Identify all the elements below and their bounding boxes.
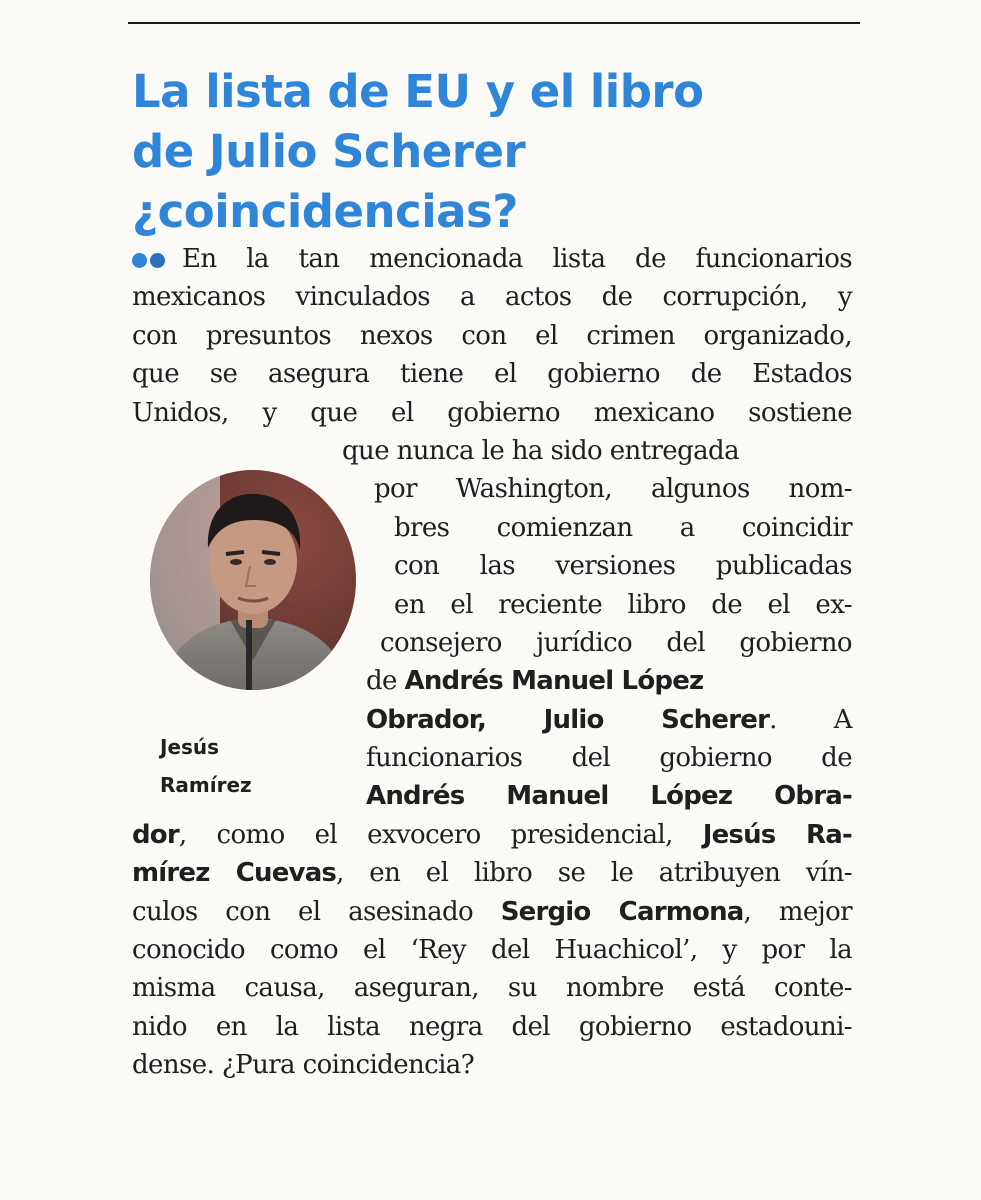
bullet-dots-icon — [132, 241, 168, 279]
body-line — [132, 854, 852, 892]
body-line — [132, 317, 852, 355]
body-line — [132, 394, 852, 432]
text-run: nido en la lista negra del gobierno estadouni- — [132, 1011, 852, 1042]
body-line — [366, 739, 852, 777]
body-line — [380, 624, 852, 662]
text-run: dense. ¿Pura coincidencia? — [132, 1050, 475, 1081]
text-run: . A — [769, 704, 852, 735]
text-run: , como el exvocero presidencial, — [178, 819, 703, 850]
bold-name: Sergio Carmona — [500, 896, 744, 927]
body-line — [132, 816, 852, 854]
text-run: conocido como el ‘Rey del Huachicol’, y por la — [132, 935, 852, 966]
text-run: , en el libro se le atribuyen vín- — [336, 858, 852, 889]
headline-line: ¿coincidencias? — [132, 185, 518, 238]
text-run: culos con el asesinado — [132, 896, 501, 927]
body-line — [132, 893, 852, 931]
bold-name: mírez Cuevas — [132, 858, 337, 889]
bold-name: Andrés Manuel López — [404, 666, 704, 697]
body-line — [394, 547, 852, 585]
body-line — [366, 662, 852, 700]
text-run: con presuntos nexos con el crimen organizado, — [132, 320, 852, 351]
body-line — [132, 931, 852, 969]
body-line — [132, 969, 852, 1007]
caption-line: Ramírez — [160, 773, 252, 797]
text-run: consejero jurídico del gobierno — [380, 627, 852, 658]
text-run: que nunca le ha sido entregada — [342, 435, 739, 466]
headline-line: La lista de EU y el libro — [132, 65, 704, 118]
body-line — [374, 470, 852, 508]
text-run: mexicanos vinculados a actos de corrupción, y — [132, 282, 852, 313]
text-run: de — [366, 666, 405, 697]
text-run: misma causa, aseguran, su nombre está conte- — [132, 973, 852, 1004]
bold-name: Jesús Ra- — [702, 819, 852, 850]
headline — [132, 62, 892, 242]
bold-name: Obrador, Julio Scherer — [366, 704, 770, 735]
text-run: en el reciente libro de el ex- — [394, 589, 852, 620]
body-line — [132, 1008, 852, 1046]
body-line — [132, 355, 852, 393]
body-line — [366, 701, 852, 739]
body-line — [366, 777, 852, 815]
body-line — [132, 278, 852, 316]
text-run: Unidos, y que el gobierno mexicano sostiene — [132, 397, 852, 428]
text-run: , mejor — [743, 896, 852, 927]
text-run: En la tan mencionada lista de funcionarios — [182, 244, 852, 274]
top-rule — [128, 22, 860, 24]
bold-name: dor — [132, 819, 179, 850]
body-line — [394, 509, 852, 547]
text-run: por Washington, algunos nom- — [374, 474, 852, 505]
article-body — [132, 240, 852, 1085]
text-run: bres comienzan a coincidir — [394, 512, 852, 543]
text-run: funcionarios del gobierno de — [366, 743, 852, 774]
body-line — [132, 240, 852, 278]
body-line — [342, 432, 832, 470]
text-run: que se asegura tiene el gobierno de Estados — [132, 359, 852, 390]
text-run: con las versiones publicadas — [394, 551, 852, 582]
body-line — [132, 1046, 852, 1084]
caption-line: Jesús — [160, 735, 220, 759]
bold-name: Andrés Manuel López Obra- — [366, 781, 852, 812]
body-line — [394, 586, 852, 624]
headline-line: de Julio Scherer — [132, 125, 526, 178]
